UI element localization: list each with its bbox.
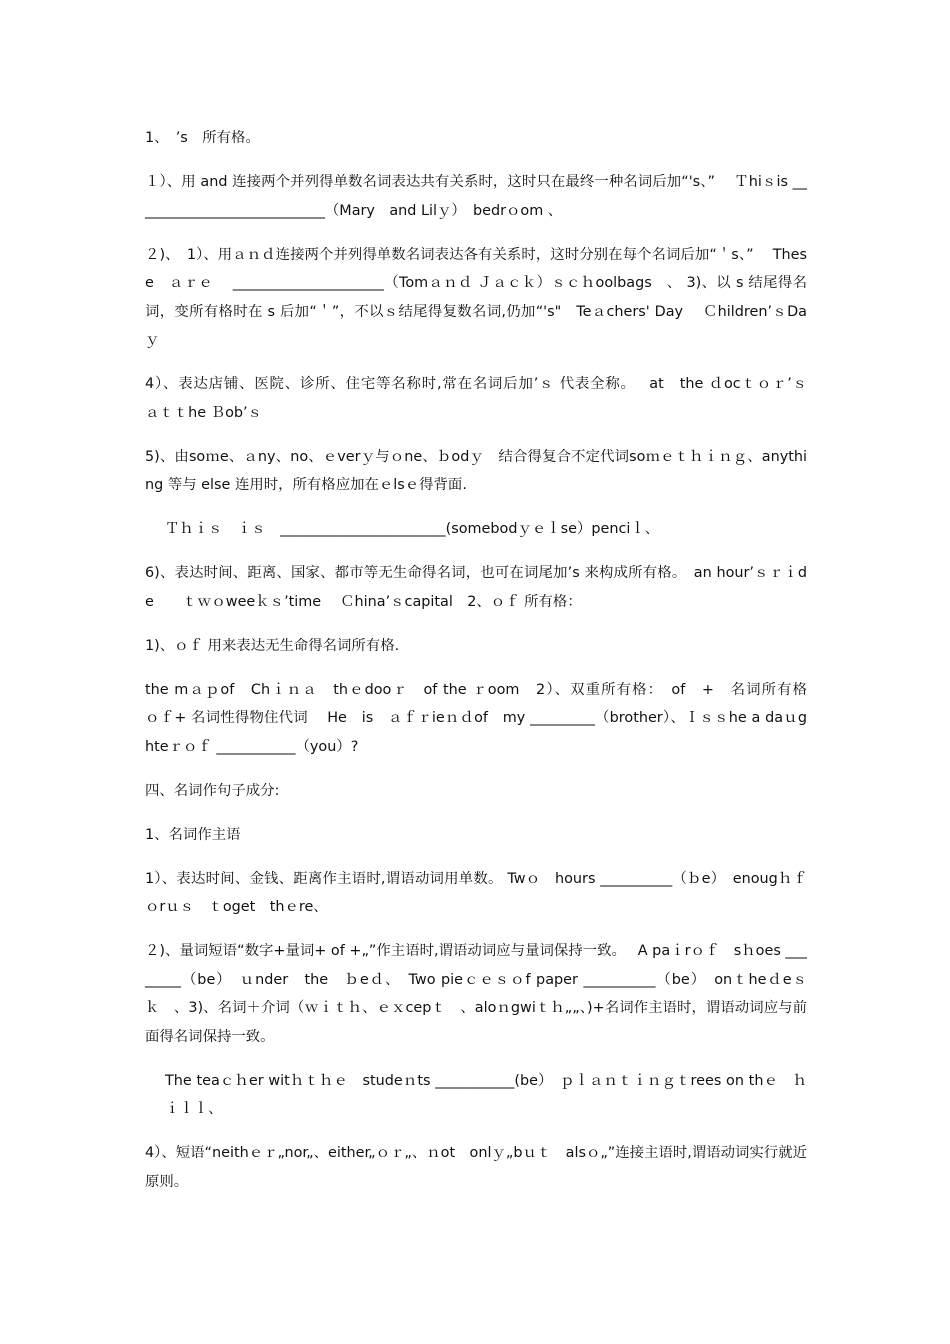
paragraph-subject-rule-4: 4）、短语“neithｅｒ„nor„、either„ｏｒ„、ｎot onlｙ„bｕｔ alsｏ„”连接主语时,谓语动词实行就近原则。 xyxy=(145,1145,807,1190)
paragraph-subject-rule-1: 1）、表达时间、金钱、距离作主语时,谓语动词用单数。 Twｏ hours __________（ｂe） enougｈｆｏrｕｓ ｔoget thｅre、 xyxy=(145,870,807,915)
paragraph-rule-1: １）、用 and 连接两个并列得单数名词表达共有关系时，这时只在最终一种名词后加“'s、” Ｔhiｓis ___________________________（Mary and Lilｙ） bedrｏom 、 xyxy=(145,174,807,219)
paragraph-rule-5: 5)、由soｍe、ａny、no、ｅverｙ与ｏne、ｂodｙ 结合得复合不定代词soｍｅｔｈｉｎｇ、anything 等与 else 连用时，所有格应加在ｅlsｅ得背面. xyxy=(145,448,807,493)
paragraph-rule-4: 4）、表达店铺、医院、诊所、住宅等名称时,常在名词后加’ｓ 代表全称。 at the ｄocｔｏｒ’ｓ ａｔｔhe Ｂob’ｓ xyxy=(145,376,841,421)
paragraph-of-possessive: 1)、ｏｆ 用来表达无生命得名词所有格. xyxy=(145,637,400,654)
subheading-noun-as-subject: 1、名词作主语 xyxy=(145,826,241,843)
document-body xyxy=(145,124,841,1212)
paragraph-double-possessive: the mａｐof Chｉｎａ thｅdooｒ of the ｒoom 2）、双重所有格： of + 名词所有格 ｏｆ+ 名词性得物住代词 He is ａｆｒieｎｄof my _________（brother）、Ｉｓｓhe a daｕghteｒｏｆ ___________（you）? xyxy=(145,681,841,755)
section-heading-noun-components: 四、名词作句子成分: xyxy=(145,782,280,799)
paragraph-rule-6: 6)、表达时间、距离、国家、都市等无生命得名词，也可在词尾加’s 来构成所有格。 an hour’ｓｒｉde ｔｗｏweeｋｓ’time Ｃhina’ｓcapital 2、ｏｆ 所有格： xyxy=(145,565,807,610)
paragraph-example-5: Ｔｈｉｓ ｉｓ _______________________(somebodｙｅｌse）penciｌ、 xyxy=(165,521,660,537)
paragraph-rule-2: ２)、 1）、用ａｎｄ连接两个并列得单数名词表达各有关系时，这时分别在每个名词后加“＇s、” These ａｒｅ _____________________（Tomａｎｄ Ｊａｃｋ）ｓｃｈoolbags 、 3)、以 s 结尾得名词，变所有格时在 s 后加“＇”，不以ｓ结尾得复数名词,仍加“'s" Teａchers' Day Ｃhildren’ｓDaｙ xyxy=(145,246,807,348)
paragraph-heading-possessive: 1、 ’s 所有格。 xyxy=(145,130,260,146)
paragraph-subject-rule-2: ２)、量词短语“数字+量词+ of +„”作主语时,谓语动词应与量词保持一致。 A paｉrｏｆ sｈoes ________（be） ｕnder the ｂeｄ、 Two pieｃｅｓｏf paper __________（be） onｔheｄeｓｋ 、3)、名词＋介词（ｗｉｔｈ、ｅｘcepｔ 、aloｎgwiｔｈ„„、)+名词作主语时，谓语动词应与前面得名词保持一致。 xyxy=(145,943,807,1045)
paragraph-subject-example-3: The teaｃｈer witｈｔｈｅ studeｎts ___________(be） ｐｌａｎｔｉｎｇｔrees on thｅ ｈｉｌｌ、 xyxy=(165,1072,807,1117)
